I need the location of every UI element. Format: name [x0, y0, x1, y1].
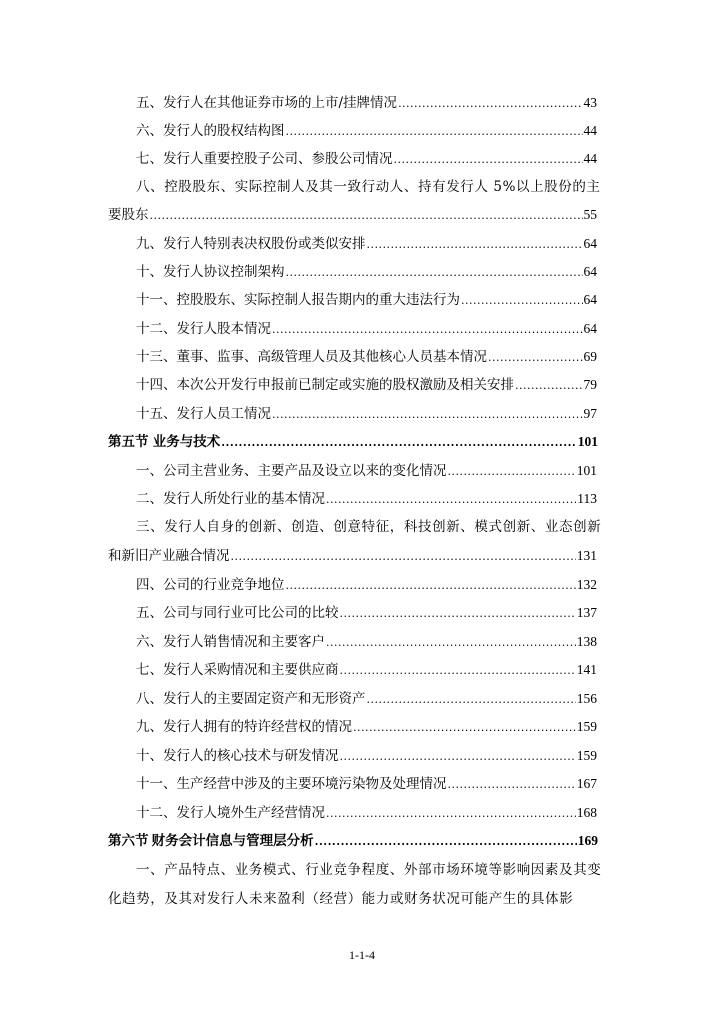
toc-leader-dots: [326, 491, 576, 509]
toc-section-number: 第五节: [108, 434, 149, 450]
toc-entry-label: 十、发行人的核心技术与研发情况: [136, 748, 339, 764]
toc-entry-wrapped-line[interactable]: [136, 861, 602, 879]
toc-entry[interactable]: [136, 775, 597, 793]
toc-entry-page: 169: [577, 833, 598, 848]
toc-entry-page: 131: [576, 548, 597, 563]
toc-leader-dots: [286, 123, 583, 141]
toc-entry-wrapped-line[interactable]: [136, 178, 601, 196]
toc-entry-page: 159: [576, 748, 597, 763]
toc-leader-dots: [340, 662, 576, 680]
toc-entry-page: 44: [583, 151, 597, 166]
toc-entry[interactable]: [136, 661, 597, 679]
toc-entry-page: 138: [576, 634, 597, 649]
toc-leader-dots: [461, 292, 583, 310]
toc-entry-label: 五、公司与同行业可比公司的比较: [136, 605, 339, 621]
toc-entry[interactable]: [136, 718, 597, 736]
toc-entry-page: 132: [576, 577, 597, 592]
toc-leader-dots: [398, 95, 582, 113]
toc-entry[interactable]: [136, 747, 597, 765]
toc-entry[interactable]: [136, 576, 597, 594]
toc-entry-label: 十五、发行人员工情况: [136, 406, 271, 422]
toc-entry-label: 六、发行人的股权结构图: [136, 123, 285, 139]
toc-entry[interactable]: [136, 235, 597, 253]
toc-entry-label-line1: 三、发行人自身的创新、创造、创意特征，科技创新、模式创新、业态创新: [136, 519, 602, 535]
toc-leader-dots: [326, 805, 576, 823]
toc-leader-dots: [353, 719, 576, 737]
toc-leader-dots: [448, 463, 576, 481]
toc-section-heading[interactable]: [108, 832, 598, 850]
toc-entry-label: 五、发行人在其他证券市场的上市/挂牌情况: [136, 95, 398, 111]
toc-entry-label: 六、发行人销售情况和主要客户: [136, 634, 325, 650]
toc-entry[interactable]: [136, 263, 597, 281]
toc-entry-label: 十二、发行人股本情况: [136, 321, 271, 337]
toc-entry-page: 43: [583, 95, 597, 110]
toc-entry-page: 64: [583, 236, 597, 251]
toc-leader-dots: [488, 349, 583, 367]
toc-entry-page: 167: [576, 776, 597, 791]
toc-leader-dots: [272, 321, 583, 339]
toc-entry-wrapped-line[interactable]: [108, 890, 597, 908]
toc-entry-label-line2: 化趋势，及其对发行人未来盈利（经营）能力或财务状况可能产生的具体影: [108, 891, 574, 907]
toc-leader-dots: [286, 264, 583, 282]
toc-entry[interactable]: [136, 633, 597, 651]
toc-entry-label: 七、发行人重要控股子公司、参股公司情况: [136, 151, 393, 167]
toc-entry[interactable]: [136, 690, 597, 708]
toc-leader-dots: [515, 377, 583, 395]
toc-entry-label: 要股东: [108, 207, 149, 223]
toc-entry[interactable]: [136, 604, 597, 622]
toc-entry[interactable]: [136, 462, 597, 480]
toc-entry-label: 十四、本次公开发行申报前已制定或实施的股权激励及相关安排: [136, 377, 514, 393]
toc-entry-page: 159: [576, 719, 597, 734]
toc-entry[interactable]: [136, 348, 597, 366]
toc-entry[interactable]: [136, 320, 597, 338]
toc-entry-page: 79: [583, 377, 597, 392]
toc-entry-label: 十、发行人协议控制架构: [136, 264, 285, 280]
toc-entry-page: 113: [577, 491, 597, 506]
toc-entry-page: 64: [583, 264, 597, 279]
toc-entry-page: 137: [576, 605, 597, 620]
toc-entry-page: 69: [583, 349, 597, 364]
toc-entry-label: 八、发行人的主要固定资产和无形资产: [136, 691, 366, 707]
toc-leader-dots: [367, 691, 576, 709]
toc-leader-dots: [340, 605, 576, 623]
toc-entry-page: 44: [583, 123, 597, 138]
toc-entry[interactable]: [136, 291, 597, 309]
page-number-footer: 1-1-4: [349, 948, 375, 962]
toc-entry-page: 97: [583, 406, 597, 421]
toc-entry[interactable]: [108, 206, 597, 224]
toc-entry-page: 101: [577, 434, 598, 449]
toc-leader-dots: [448, 776, 576, 794]
toc-entry-label: 二、发行人所处行业的基本情况: [136, 491, 325, 507]
toc-leader-dots: [326, 634, 576, 652]
toc-entry-page: 156: [576, 691, 597, 706]
toc-entry-page: 101: [576, 463, 597, 478]
toc-entry-label: 十一、控股股东、实际控制人报告期内的重大违法行为: [136, 292, 460, 308]
toc-entry[interactable]: [108, 547, 597, 565]
toc-entry-label: 十三、董事、监事、高级管理人员及其他核心人员基本情况: [136, 349, 487, 365]
toc-entry-page: 64: [583, 292, 597, 307]
toc-entry-label: 九、发行人拥有的特许经营权的情况: [136, 719, 352, 735]
toc-entry-label: 七、发行人采购情况和主要供应商: [136, 662, 339, 678]
toc-entry[interactable]: [136, 490, 597, 508]
toc-entry[interactable]: [136, 405, 597, 423]
toc-leader-dots: [150, 207, 583, 225]
toc-entry[interactable]: [136, 122, 597, 140]
toc-entry-label: 十二、发行人境外生产经营情况: [136, 805, 325, 821]
toc-section-title: 业务与技术: [152, 434, 221, 450]
toc-leader-dots: [286, 577, 576, 595]
toc-entry-label: 四、公司的行业竞争地位: [136, 577, 285, 593]
toc-leader-dots: [340, 748, 576, 766]
toc-leader-dots: [394, 151, 583, 169]
toc-entry-label: 和新旧产业融合情况: [108, 548, 230, 564]
toc-entry-page: 64: [583, 321, 597, 336]
toc-entry-page: 55: [583, 207, 597, 222]
toc-section-heading[interactable]: [108, 433, 598, 451]
toc-leader-dots: [315, 833, 577, 851]
toc-leader-dots: [272, 406, 583, 424]
toc-entry[interactable]: [136, 376, 597, 394]
toc-entry-page: 141: [576, 662, 597, 677]
toc-section-number: 第六节: [108, 833, 149, 849]
toc-entry[interactable]: [136, 150, 597, 168]
toc-entry-page: 168: [576, 805, 597, 820]
toc-entry-label: 九、发行人特别表决权股份或类似安排: [136, 236, 366, 252]
toc-leader-dots: [231, 548, 576, 566]
toc-leader-dots: [221, 434, 577, 452]
toc-entry-label-line1: 一、产品特点、业务模式、行业竞争程度、外部市场环境等影响因素及其变: [136, 862, 602, 878]
toc-section-title: 财务会计信息与管理层分析: [151, 833, 314, 849]
toc-entry-label: 一、公司主营业务、主要产品及设立以来的变化情况: [136, 463, 447, 479]
toc-entry[interactable]: [136, 94, 597, 112]
toc-entry-label-line1: 八、控股股东、实际控制人及其一致行动人、持有发行人 5%以上股份的主: [136, 179, 601, 195]
toc-entry[interactable]: [136, 804, 597, 822]
toc-entry-wrapped-line[interactable]: [136, 518, 602, 536]
toc-leader-dots: [367, 236, 583, 254]
toc-entry-label: 十一、生产经营中涉及的主要环境污染物及处理情况: [136, 776, 447, 792]
